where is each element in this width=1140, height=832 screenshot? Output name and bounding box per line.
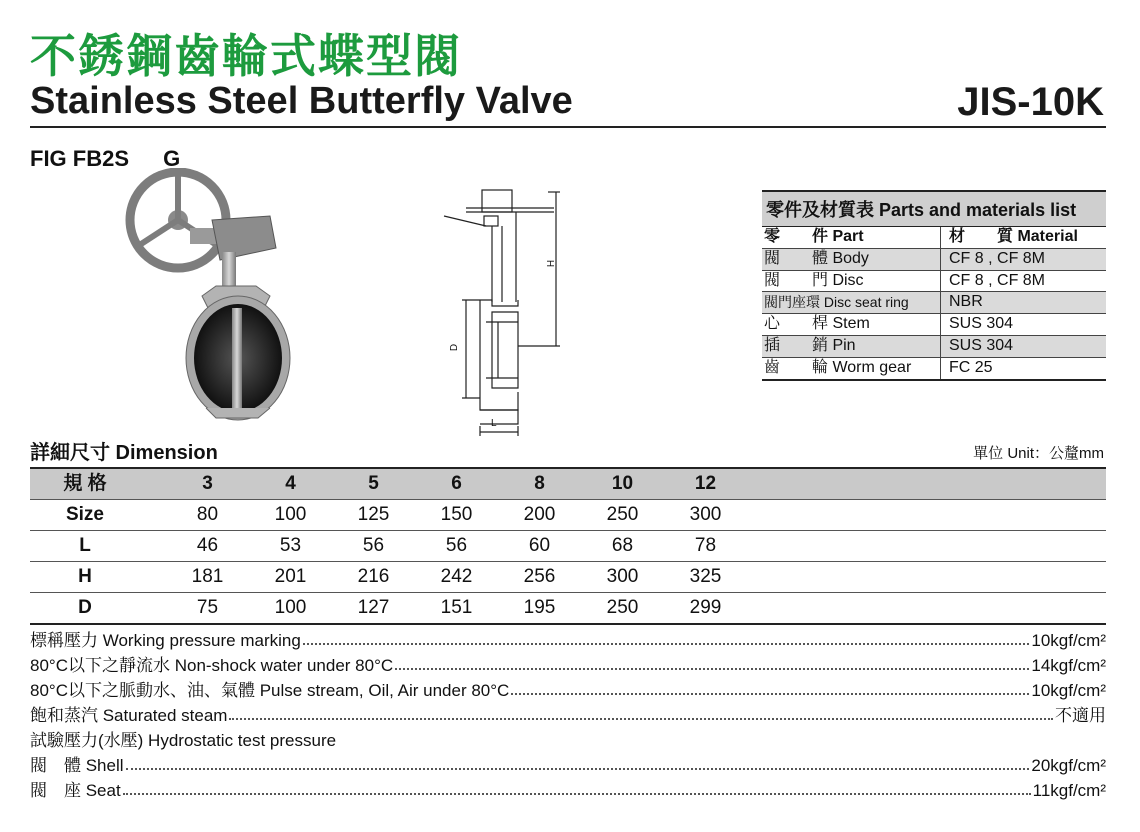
page-title-english: Stainless Steel Butterfly Valve bbox=[30, 80, 573, 122]
dimension-row-label: D bbox=[78, 597, 92, 618]
dimension-header-cell: 3 bbox=[202, 473, 213, 494]
spec-value: 11kgf/cm² bbox=[1032, 781, 1106, 800]
dimension-cell: 300 bbox=[606, 566, 639, 587]
dimension-cell: 150 bbox=[440, 504, 473, 525]
dimension-cell: 299 bbox=[689, 597, 722, 618]
materials-material: SUS 304 bbox=[949, 336, 1014, 354]
spec-leader bbox=[229, 703, 1053, 720]
dimension-l-label: L bbox=[491, 418, 497, 429]
dimension-row-l bbox=[30, 531, 1106, 562]
dimension-row-d bbox=[30, 593, 1106, 625]
materials-row bbox=[762, 292, 1106, 314]
dimension-cell: 242 bbox=[440, 566, 473, 587]
materials-part: 插 銷 Pin bbox=[762, 336, 941, 357]
spec-value: 14kgf/cm² bbox=[1031, 656, 1106, 675]
dimension-title: 詳細尺寸 Dimension bbox=[30, 442, 218, 464]
dimension-d-label: D bbox=[449, 343, 461, 352]
dimension-cell: 100 bbox=[274, 504, 307, 525]
spec-line bbox=[30, 628, 1106, 653]
dimension-cell: 200 bbox=[523, 504, 556, 525]
page-title-chinese: 不銹鋼齒輪式蝶型閥 bbox=[30, 29, 462, 83]
dimension-header-cell: 6 bbox=[451, 473, 462, 494]
materials-table-header bbox=[762, 227, 1106, 249]
dimension-header-cell: 12 bbox=[694, 473, 717, 494]
materials-material: CF 8 , CF 8M bbox=[949, 249, 1046, 267]
dimension-h-label: H bbox=[546, 259, 558, 268]
dimension-cell: 195 bbox=[523, 597, 556, 618]
dimension-cell: 125 bbox=[357, 504, 390, 525]
dimension-row-label: Size bbox=[65, 504, 105, 525]
spec-text: 試驗壓力(水壓) Hydrostatic test pressure bbox=[30, 731, 337, 750]
materials-header-material: 材 質 Material bbox=[949, 228, 1078, 245]
dimension-row-label: H bbox=[78, 566, 92, 587]
materials-row bbox=[762, 271, 1106, 293]
dimension-cell: 127 bbox=[357, 597, 390, 618]
materials-table-title: 零件及材質表 Parts and materials list bbox=[762, 190, 1106, 227]
materials-material: NBR bbox=[949, 293, 983, 311]
materials-part: 閥 體 Body bbox=[762, 249, 941, 270]
dimension-header-cell: 5 bbox=[368, 473, 379, 494]
materials-material: FC 25 bbox=[949, 358, 993, 376]
spec-text: 閥 座 Seat bbox=[30, 781, 121, 800]
figure-code-main: FIG FB2S bbox=[30, 146, 130, 171]
dimension-row-label: L bbox=[79, 535, 91, 556]
spec-value: 10kgf/cm² bbox=[1031, 681, 1106, 700]
dimension-cell: 201 bbox=[274, 566, 307, 587]
valve-product-image bbox=[120, 168, 360, 428]
dimension-cell: 56 bbox=[362, 535, 385, 556]
spec-leader bbox=[303, 628, 1030, 645]
valve-section-drawing bbox=[436, 182, 576, 442]
spec-text: 80°C以下之靜流水 Non-shock water under 80°C bbox=[30, 656, 394, 675]
materials-part: 閥門座環 Disc seat ring bbox=[762, 292, 941, 313]
spec-line bbox=[30, 728, 1106, 753]
spec-value: 10kgf/cm² bbox=[1031, 631, 1106, 650]
dimension-header-label: 規 格 bbox=[63, 473, 107, 494]
spec-leader bbox=[123, 778, 1031, 795]
materials-table bbox=[762, 190, 1106, 381]
spec-text: 標稱壓力 Working pressure marking bbox=[30, 631, 301, 650]
dimension-cell: 151 bbox=[440, 597, 473, 618]
materials-part: 齒 輪 Worm gear bbox=[762, 358, 941, 379]
dimension-cell: 46 bbox=[196, 535, 219, 556]
dimension-row-size bbox=[30, 500, 1106, 531]
materials-row bbox=[762, 249, 1106, 271]
dimension-cell: 68 bbox=[611, 535, 634, 556]
dimension-row-h bbox=[30, 562, 1106, 593]
dimension-cell: 53 bbox=[279, 535, 302, 556]
figure-code-variant: G bbox=[163, 146, 181, 171]
dimension-cell: 250 bbox=[606, 504, 639, 525]
dimension-cell: 78 bbox=[694, 535, 717, 556]
pressure-specs bbox=[30, 628, 1106, 803]
spec-leader bbox=[511, 678, 1029, 695]
standard-label: JIS-10K bbox=[957, 80, 1104, 124]
dimension-header-row bbox=[30, 467, 1106, 500]
spec-value: 不適用 bbox=[1055, 706, 1106, 725]
dimension-table bbox=[30, 467, 1106, 625]
spec-line bbox=[30, 653, 1106, 678]
spec-text: 閥 體 Shell bbox=[30, 756, 124, 775]
dimension-cell: 325 bbox=[689, 566, 722, 587]
materials-part: 心 桿 Stem bbox=[762, 314, 941, 335]
materials-row bbox=[762, 314, 1106, 336]
spec-text: 飽和蒸汽 Saturated steam bbox=[30, 706, 228, 725]
dimension-header-cell: 4 bbox=[285, 473, 296, 494]
materials-row bbox=[762, 358, 1106, 381]
dimension-cell: 100 bbox=[274, 597, 307, 618]
dimension-cell: 250 bbox=[606, 597, 639, 618]
spec-leader bbox=[395, 653, 1029, 670]
dimension-cell: 216 bbox=[357, 566, 390, 587]
title-divider bbox=[30, 126, 1106, 128]
spec-line bbox=[30, 678, 1106, 703]
spec-value: 20kgf/cm² bbox=[1031, 756, 1106, 775]
spec-line bbox=[30, 703, 1106, 728]
dimension-cell: 256 bbox=[523, 566, 556, 587]
dimension-header-cell: 10 bbox=[611, 473, 634, 494]
dimension-cell: 80 bbox=[196, 504, 219, 525]
dimension-cell: 75 bbox=[196, 597, 219, 618]
spec-line bbox=[30, 778, 1106, 803]
materials-material: CF 8 , CF 8M bbox=[949, 271, 1046, 289]
materials-row bbox=[762, 336, 1106, 358]
materials-material: SUS 304 bbox=[949, 315, 1014, 333]
spec-text: 80°C以下之脈動水、油、氣體 Pulse stream, Oil, Air under 80°C bbox=[30, 681, 510, 700]
dimension-cell: 300 bbox=[689, 504, 722, 525]
dimension-cell: 56 bbox=[445, 535, 468, 556]
spec-line bbox=[30, 753, 1106, 778]
materials-header-part: 零 件 Part bbox=[762, 227, 941, 248]
dimension-cell: 181 bbox=[191, 566, 224, 587]
dimension-cell: 60 bbox=[528, 535, 551, 556]
dimension-header-cell: 8 bbox=[534, 473, 545, 494]
spec-leader bbox=[126, 753, 1030, 770]
dimension-unit: 單位 Unit：公釐mm bbox=[973, 445, 1104, 462]
materials-part: 閥 門 Disc bbox=[762, 271, 941, 292]
